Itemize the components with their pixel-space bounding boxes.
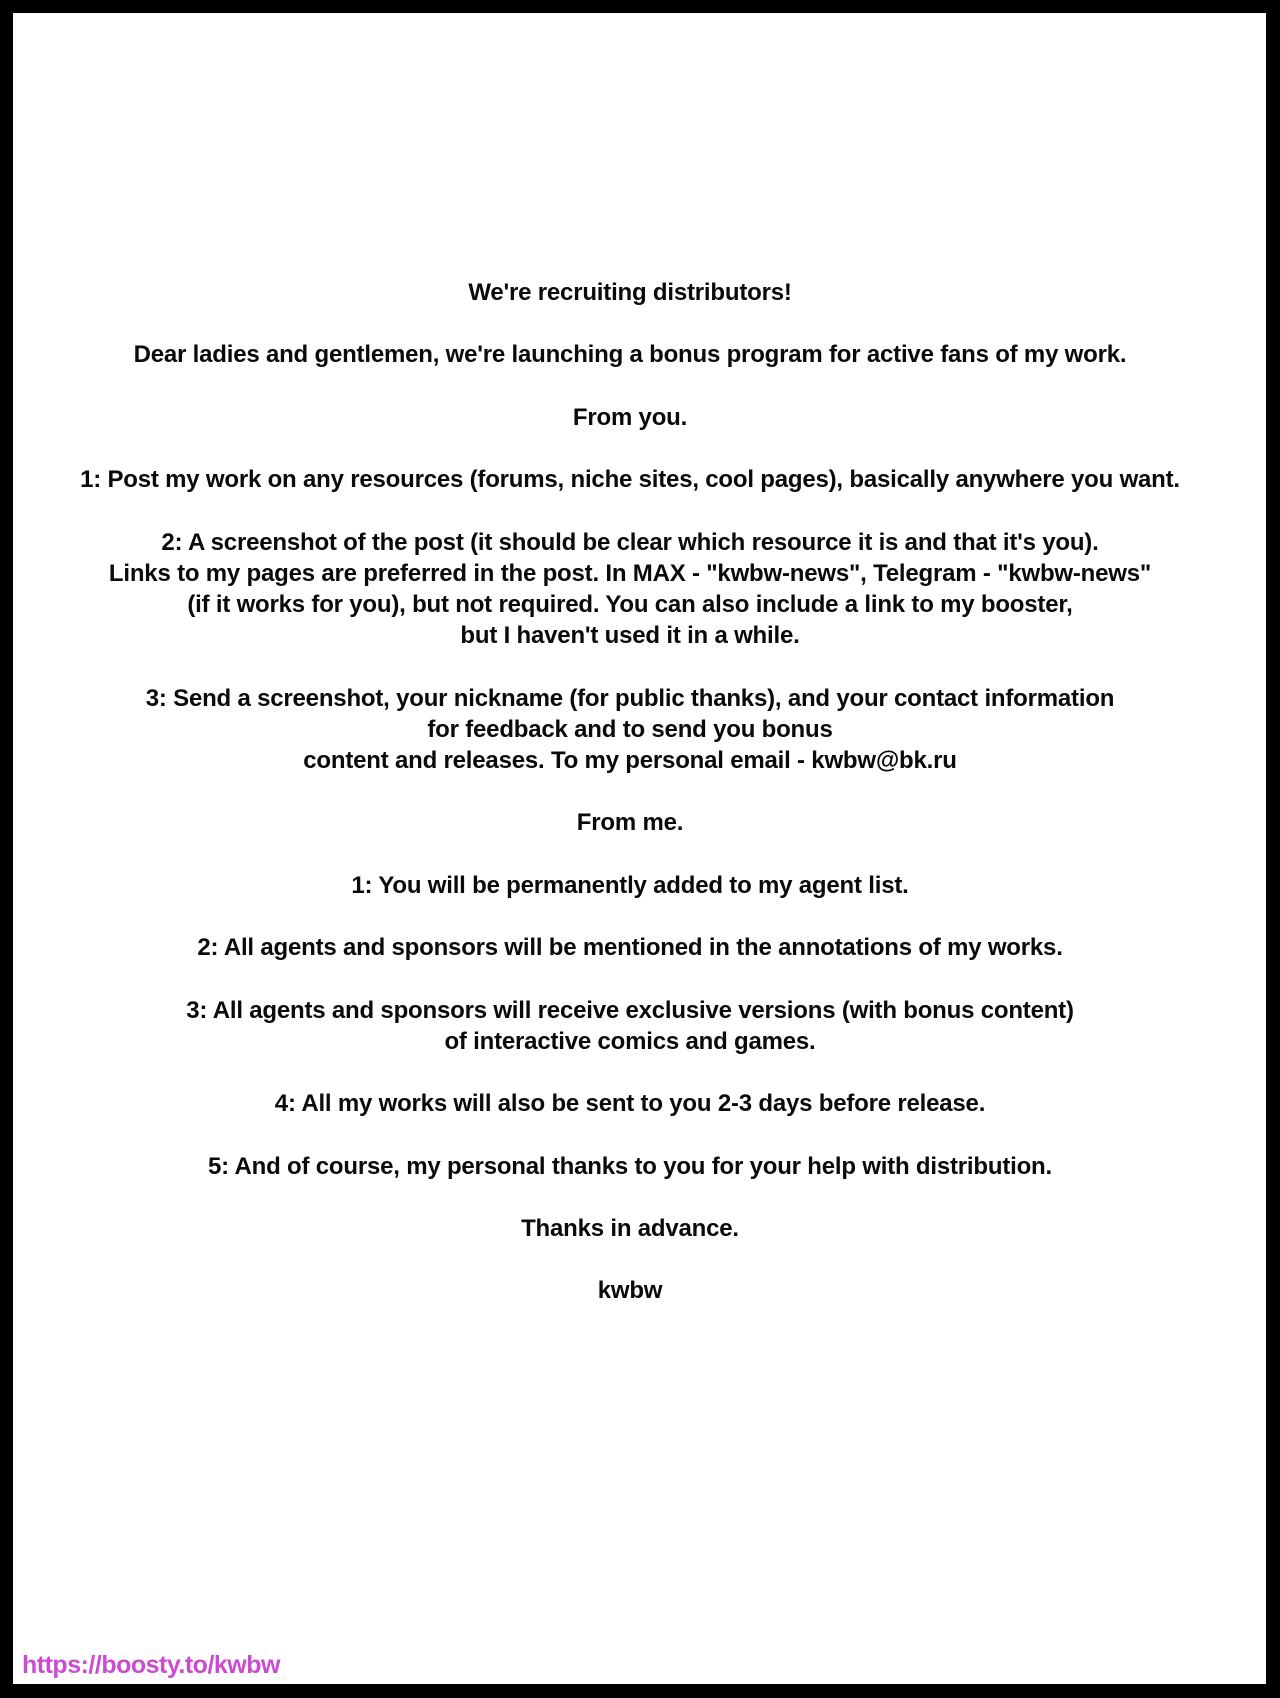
paragraph — [13, 995, 1247, 1057]
paragraph — [13, 1151, 1247, 1182]
document-sheet — [13, 13, 1266, 1684]
paragraph — [13, 1088, 1247, 1119]
text-line: Thanks in advance. — [521, 1214, 739, 1242]
document-body — [13, 13, 1247, 1338]
text-line: but I haven't used it in a while. — [460, 622, 800, 650]
text-line: 3: All agents and sponsors will receive exclusive versions (with bonus content) — [186, 996, 1074, 1024]
paragraph — [13, 932, 1247, 963]
paragraph — [13, 807, 1247, 838]
text-line: Links to my pages are preferred in the post. In MAX - "kwbw-news", Telegram - "kwbw-news" — [108, 559, 1152, 587]
paragraph — [13, 464, 1247, 495]
paragraph — [13, 277, 1247, 308]
paragraph — [13, 1213, 1247, 1244]
text-line: From me. — [576, 809, 684, 837]
text-line: 1: Post my work on any resources (forums, niche sites, cool pages), basically anywhere you want. — [80, 466, 1180, 494]
paragraph — [13, 339, 1247, 370]
text-line: We're recruiting distributors! — [468, 279, 792, 306]
text-line: 1: You will be permanently added to my agent list. — [351, 871, 909, 899]
text-line: 5: And of course, my personal thanks to you for your help with distribution. — [208, 1152, 1052, 1180]
paragraph — [13, 683, 1247, 777]
text-line: 4: All my works will also be sent to you 2-3 days before release. — [274, 1090, 986, 1118]
text-line: (if it works for you), but not required. You can also include a link to my booster, — [187, 590, 1073, 618]
text-line: of interactive comics and games. — [444, 1027, 816, 1055]
text-line: 3: Send a screenshot, your nickname (for public thanks), and your contact information — [145, 684, 1115, 712]
boosty-link[interactable]: https://boosty.to/kwbw — [22, 1651, 280, 1679]
paragraph — [13, 1275, 1247, 1306]
text-line: Dear ladies and gentlemen, we're launching a bonus program for active fans of my work. — [133, 341, 1127, 369]
text-line: 2: All agents and sponsors will be mentioned in the annotations of my works. — [197, 934, 1063, 962]
text-line: content and releases. To my personal email - kwbw@bk.ru — [303, 746, 957, 774]
paragraph — [13, 402, 1247, 433]
text-line: for feedback and to send you bonus — [427, 715, 833, 743]
paragraph — [13, 527, 1247, 652]
text-line: kwbw — [597, 1277, 663, 1305]
text-line: 2: A screenshot of the post (it should be clear which resource it is and that it's you). — [161, 528, 1099, 556]
paragraph — [13, 870, 1247, 901]
text-line: From you. — [572, 403, 688, 431]
